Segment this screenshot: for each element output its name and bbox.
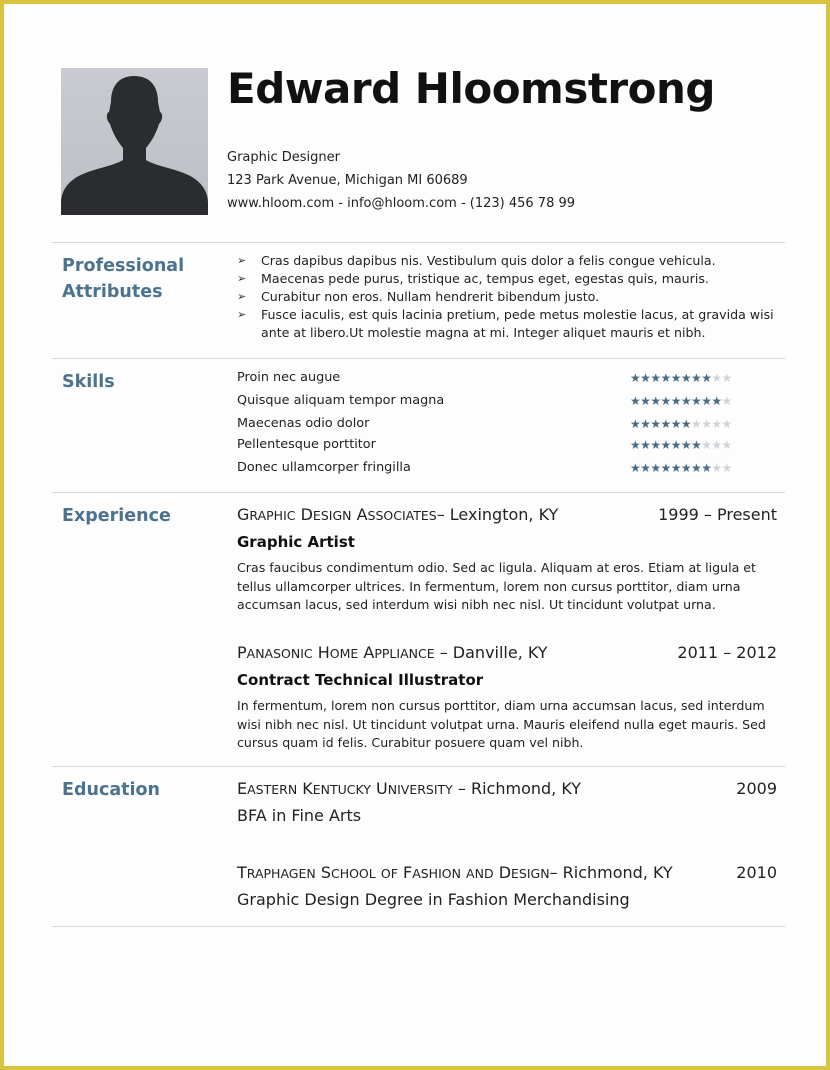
job-dates: 2011 – 2012 <box>677 643 777 662</box>
section-title-skills: Skills <box>62 372 115 392</box>
skill-row <box>237 391 757 411</box>
skill-name: Quisque aliquam tempor magna <box>237 393 445 408</box>
skill-rating-stars <box>630 458 732 478</box>
star-filled-icon: ★ <box>660 417 671 431</box>
star-filled-icon: ★ <box>670 461 681 475</box>
star-filled-icon: ★ <box>630 394 641 408</box>
school-location: – Richmond, KY <box>549 863 673 882</box>
candidate-name: Edward Hloomstrong <box>227 64 715 113</box>
star-filled-icon: ★ <box>680 394 692 408</box>
star-filled-icon: ★ <box>670 417 681 431</box>
skill-name: Maecenas odio dolor <box>237 416 370 431</box>
star-filled-icon: ★ <box>670 394 681 408</box>
section-divider <box>52 242 785 243</box>
company-name: GRAPHIC DESIGN ASSOCIATES <box>237 505 437 524</box>
arrow-bullet-icon: ➢ <box>237 308 247 321</box>
list-item: ➢ Cras dapibus dapibus nis. Vestibulum quis dolor a felis congue vehicula. <box>237 253 716 268</box>
graduation-year: 2009 <box>736 779 777 798</box>
star-filled-icon: ★ <box>701 394 712 408</box>
school-location: – Richmond, KY <box>452 779 582 798</box>
attributes-list <box>237 252 777 342</box>
job-heading <box>237 642 777 664</box>
section-divider <box>52 358 785 359</box>
school-name: EASTERN KENTUCKY UNIVERSITY <box>237 779 453 798</box>
star-empty-icon: ★ <box>701 438 712 452</box>
job-description: Cras faucibus condimentum odio. Sed ac ligula. Aliquam at eros. Etiam at ligula et tellus ullamcorper ultrices. In fermentum, lorem non cursus porttitor, diam urna accumsan lacus, sed interdum wisi nibh nec nisl. Ut tincidunt volutpat urna. <box>237 560 756 612</box>
star-empty-icon: ★ <box>711 371 722 385</box>
school-heading <box>237 862 777 884</box>
skill-rating-stars <box>630 414 732 434</box>
star-filled-icon: ★ <box>650 438 661 452</box>
star-filled-icon: ★ <box>640 371 651 385</box>
school-heading <box>237 778 777 800</box>
section-divider <box>52 492 785 493</box>
star-filled-icon: ★ <box>660 371 671 385</box>
skill-row <box>237 458 757 478</box>
star-empty-icon: ★ <box>721 438 732 452</box>
skill-row <box>237 368 757 388</box>
job-location: – Lexington, KY <box>436 505 559 524</box>
arrow-bullet-icon: ➢ <box>237 254 247 267</box>
skill-name: Proin nec augue <box>237 370 341 385</box>
star-filled-icon: ★ <box>640 394 651 408</box>
star-empty-icon: ★ <box>711 461 722 475</box>
star-filled-icon: ★ <box>650 461 661 475</box>
section-divider <box>52 766 785 767</box>
star-empty-icon: ★ <box>721 394 732 408</box>
skill-rating-stars <box>630 391 732 411</box>
skill-rating-stars <box>630 368 732 388</box>
star-empty-icon: ★ <box>711 417 722 431</box>
job-title: Contract Technical Illustrator <box>237 671 484 689</box>
star-empty-icon: ★ <box>721 371 732 385</box>
job-title: Graphic Artist <box>237 533 355 551</box>
person-silhouette-icon <box>61 68 208 215</box>
skill-row <box>237 435 757 455</box>
skill-rating-stars <box>630 435 732 455</box>
street-address: 123 Park Avenue, Michigan MI 60689 <box>227 173 468 188</box>
star-filled-icon: ★ <box>660 394 671 408</box>
star-filled-icon: ★ <box>680 417 692 431</box>
section-title-education: Education <box>62 780 160 800</box>
job-dates: 1999 – Present <box>658 505 777 524</box>
section-divider <box>52 926 785 927</box>
company-name: PANASONIC HOME APPLIANCE <box>237 643 435 662</box>
star-filled-icon: ★ <box>670 438 681 452</box>
graduation-year: 2010 <box>736 863 777 882</box>
list-item: ➢ Maecenas pede purus, tristique ac, tempus eget, egestas quis, mauris. <box>237 271 709 286</box>
star-filled-icon: ★ <box>660 438 671 452</box>
arrow-bullet-icon: ➢ <box>237 290 247 303</box>
star-empty-icon: ★ <box>711 438 722 452</box>
star-filled-icon: ★ <box>701 461 712 475</box>
star-filled-icon: ★ <box>630 461 641 475</box>
skill-row <box>237 414 757 434</box>
star-filled-icon: ★ <box>640 417 651 431</box>
star-filled-icon: ★ <box>630 438 641 452</box>
job-description: In fermentum, lorem non cursus porttitor, diam urna accumsan lacus, sed interdum wisi nibh nec nisl. Ut tincidunt volutpat urna. Mauris eleifend nulla eget mauris. Sed cursus quam id felis. Curabitur posuere quam vel nibh. <box>237 698 766 750</box>
job-heading <box>237 504 777 526</box>
star-filled-icon: ★ <box>650 417 661 431</box>
arrow-bullet-icon: ➢ <box>237 272 247 285</box>
star-filled-icon: ★ <box>680 371 692 385</box>
degree-name: Graphic Design Degree in Fashion Merchandising <box>237 890 630 909</box>
degree-name: BFA in Fine Arts <box>237 806 362 825</box>
web-contact-line: www.hloom.com - info@hloom.com - (123) 456 78 99 <box>227 196 576 211</box>
star-filled-icon: ★ <box>630 371 641 385</box>
section-title-professional: Professional Attributes <box>62 256 185 302</box>
skill-name: Pellentesque porttitor <box>237 437 376 452</box>
star-filled-icon: ★ <box>691 371 702 385</box>
section-title-experience: Experience <box>62 506 171 526</box>
job-location: – Danville, KY <box>434 643 548 662</box>
star-filled-icon: ★ <box>691 394 702 408</box>
star-empty-icon: ★ <box>721 417 732 431</box>
list-item: ➢ Fusce iaculis, est quis lacinia pretium, pede metus molestie lacus, at gravida wisi ante at libero.Ut molestie magna at mi. Integer aliquet mauris et nibh. <box>237 307 774 340</box>
star-filled-icon: ★ <box>650 394 661 408</box>
star-empty-icon: ★ <box>701 417 712 431</box>
school-name: TRAPHAGEN SCHOOL OF FASHION AND DESIGN <box>237 863 550 882</box>
star-filled-icon: ★ <box>650 371 661 385</box>
job-role: Graphic Designer <box>227 150 340 165</box>
star-filled-icon: ★ <box>691 461 702 475</box>
star-filled-icon: ★ <box>711 394 722 408</box>
star-filled-icon: ★ <box>680 461 692 475</box>
star-empty-icon: ★ <box>721 461 732 475</box>
star-filled-icon: ★ <box>680 438 692 452</box>
star-filled-icon: ★ <box>640 461 651 475</box>
star-filled-icon: ★ <box>660 461 671 475</box>
star-empty-icon: ★ <box>691 417 702 431</box>
star-filled-icon: ★ <box>630 417 641 431</box>
avatar-silhouette <box>61 68 208 215</box>
skill-name: Donec ullamcorper fringilla <box>237 460 411 475</box>
star-filled-icon: ★ <box>670 371 681 385</box>
star-filled-icon: ★ <box>691 438 702 452</box>
star-filled-icon: ★ <box>640 438 651 452</box>
list-item: ➢ Curabitur non eros. Nullam hendrerit bibendum justo. <box>237 289 600 304</box>
star-filled-icon: ★ <box>701 371 712 385</box>
